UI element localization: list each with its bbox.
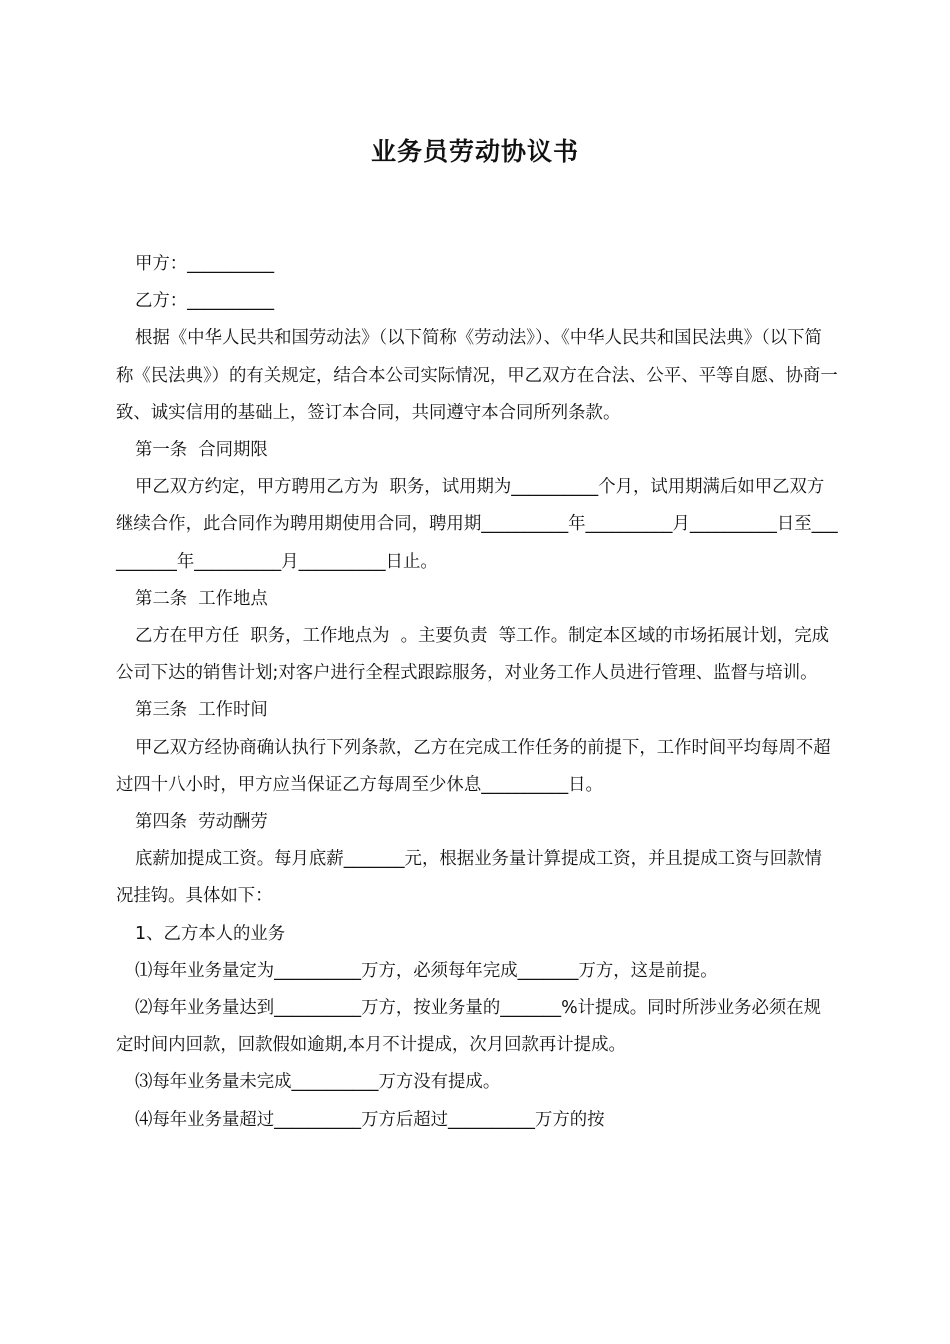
article-1-text: 甲乙双方约定，甲方聘用乙方为 职务，试用期为__________个月，试用期满后如甲乙双方继续合作，此合同作为聘用期使用合同，聘用期__________年__________月__________日至__________年__________月__________日止。 [116,477,838,572]
document-body [116,246,838,1139]
article-4-heading: 第四条 劳动酬劳 [135,812,268,833]
party-a-line: 甲方：__________ [135,254,275,274]
party-b-line: 乙方：__________ [135,291,275,312]
article-1-heading: 第一条 合同期限 [135,440,268,461]
article-2-heading: 第二条 工作地点 [135,588,268,609]
article-4-text: 底薪加提成工资。每月底薪_______元，根据业务量计算提成工资，并且提成工资与回款情况挂钩。具体如下： [116,849,822,907]
clause-1-item-2: ⑵每年业务量达到__________万方，按业务量的_______%计提成。同时所涉业务必须在规定时间内回款，回款假如逾期,本月不计提成，次月回款再计提成。 [116,998,822,1056]
clause-1-heading: 1、乙方本人的业务 [135,923,286,944]
article-3-heading: 第三条 工作时间 [135,700,268,721]
clause-1-item-1: ⑴每年业务量定为__________万方，必须每年完成_______万方，这是前提。 [135,960,718,981]
article-3-text: 甲乙双方经协商确认执行下列条款，乙方在完成工作任务的前提下，工作时间平均每周不超过四十八小时，甲方应当保证乙方每周至少休息__________日。 [116,737,831,795]
document-title: 业务员劳动协议书 [370,137,579,166]
preamble-paragraph: 根据《中华人民共和国劳动法》（以下简称《劳动法》）、《中华人民共和国民法典》（以下简称《民法典》）的有关规定，结合本公司实际情况，甲乙双方在合法、公平、平等自愿、协商一致、诚实信用的基础上，签订本合同，共同遵守本合同所列条款。 [116,328,838,423]
article-2-text: 乙方在甲方任 职务，工作地点为 。主要负责 等工作。制定本区域的市场拓展计划，完成公司下达的销售计划;对客户进行全程式跟踪服务，对业务工作人员进行管理、监督与培训。 [116,626,830,684]
clause-1-item-3: ⑶每年业务量未完成__________万方没有提成。 [135,1072,501,1093]
clause-1-item-4: ⑷每年业务量超过__________万方后超过__________万方的按 [135,1109,605,1130]
